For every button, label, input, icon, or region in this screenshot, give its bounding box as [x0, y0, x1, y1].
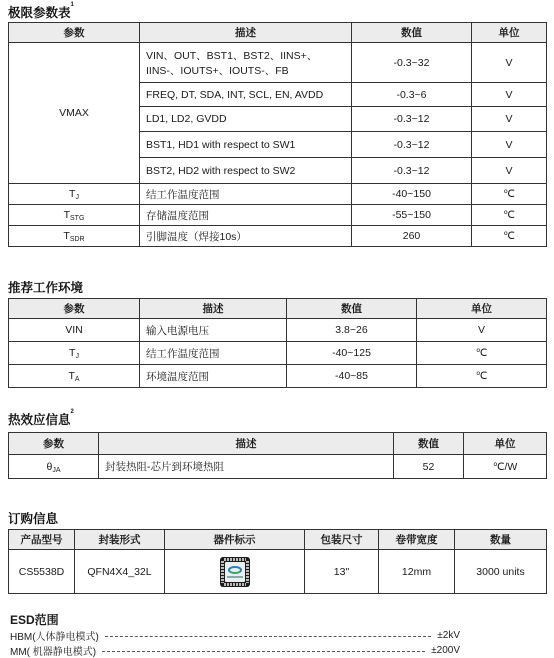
row-param: TJ: [9, 342, 140, 365]
ordering-table: [8, 529, 547, 594]
row-unit: V: [472, 83, 547, 107]
row-value: -0.3~6: [352, 83, 472, 107]
header-value: 数值: [287, 299, 417, 319]
recommended-table: [8, 298, 547, 388]
row-desc: 结工作温度范围: [140, 184, 352, 205]
row-value: -55~150: [352, 205, 472, 226]
thermal-title: 热效应信息$^2$: [8, 409, 74, 427]
row-desc: 存储温度范围: [140, 205, 352, 226]
row-unit: ℃: [472, 226, 547, 247]
esd-title: ESD范围: [10, 613, 59, 627]
recommended-title: 推荐工作环境: [8, 281, 84, 295]
header-marking: 器件标示: [165, 530, 305, 550]
row-param: VIN: [9, 319, 140, 342]
row-desc: 输入电源电压: [140, 319, 287, 342]
vmax-label: VMAX: [9, 43, 140, 184]
row-desc: FREQ, DT, SDA, INT, SCL, EN, AVDD: [140, 83, 352, 107]
header-param: 参数: [9, 23, 140, 43]
row-value: -40~125: [287, 342, 417, 365]
esd-mm-label: MM( 机器静电模式): [10, 647, 97, 658]
table-row: [9, 550, 547, 594]
header-qty: 数量: [455, 530, 547, 550]
dotted-leader: [102, 651, 425, 652]
row-desc: LD1, LD2, GVDD: [140, 107, 352, 132]
esd-mm-value: ±200V: [431, 645, 460, 656]
row-unit: V: [417, 319, 547, 342]
ordering-title: 订购信息: [8, 512, 59, 526]
header-desc: 描述: [140, 299, 287, 319]
row-unit: ℃: [472, 184, 547, 205]
row-tape: 12mm: [379, 550, 455, 594]
row-value: -40~85: [287, 365, 417, 388]
row-param: TA: [9, 365, 140, 388]
thermal-table: [8, 432, 547, 479]
table-row: [9, 342, 547, 365]
row-unit: V: [472, 107, 547, 132]
header-param: 参数: [9, 299, 140, 319]
dotted-leader: [105, 636, 431, 637]
row-value: 260: [352, 226, 472, 247]
row-desc: BST1, HD1 with respect to SW1: [140, 132, 352, 158]
row-unit: ℃: [417, 342, 547, 365]
table-row: [9, 365, 547, 388]
abs-max-table: [8, 22, 547, 247]
header-unit: 单位: [417, 299, 547, 319]
header-reel: 包装尺寸: [305, 530, 379, 550]
row-value: 52: [394, 455, 464, 479]
header-model: 产品型号: [9, 530, 75, 550]
table-row: [9, 43, 547, 83]
row-reel: 13": [305, 550, 379, 594]
row-value: 3.8~26: [287, 319, 417, 342]
row-desc: 环境温度范围: [140, 365, 287, 388]
row-value: -0.3~12: [352, 158, 472, 184]
row-package: QFN4X4_32L: [75, 550, 165, 594]
chip-marking-icon: [220, 557, 250, 587]
row-marking: [165, 550, 305, 594]
header-package: 封装形式: [75, 530, 165, 550]
esd-mm-row: [10, 643, 460, 658]
esd-hbm-label: HBM(人体静电模式): [10, 632, 99, 643]
table-row: [9, 455, 547, 479]
row-qty: 3000 units: [455, 550, 547, 594]
row-unit: ℃/W: [464, 455, 547, 479]
row-param: θJA: [9, 455, 99, 479]
row-desc: 引脚温度（焊接10s）: [140, 226, 352, 247]
row-unit: V: [472, 158, 547, 184]
row-value: -40~150: [352, 184, 472, 205]
table-row: [9, 184, 547, 205]
header-value: 数值: [394, 433, 464, 455]
row-param: TJ: [9, 184, 140, 205]
abs-max-title: 极限参数表$^1$: [8, 2, 74, 20]
row-desc: 结工作温度范围: [140, 342, 287, 365]
table-row: [9, 226, 547, 247]
row-param: TSTG: [9, 205, 140, 226]
header-desc: 描述: [99, 433, 394, 455]
row-desc: VIN、OUT、BST1、BST2、IINS+、IINS-、IOUTS+、IOUTS-、FB: [140, 43, 352, 83]
row-desc: 封装热阻-芯片到环境热阻: [99, 455, 394, 479]
header-param: 参数: [9, 433, 99, 455]
table-row: [9, 319, 547, 342]
header-unit: 单位: [464, 433, 547, 455]
header-unit: 单位: [472, 23, 547, 43]
row-param: TSDR: [9, 226, 140, 247]
row-unit: V: [472, 132, 547, 158]
header-desc: 描述: [140, 23, 352, 43]
row-value: -0.3~12: [352, 132, 472, 158]
row-unit: V: [472, 43, 547, 83]
row-value: -0.3~12: [352, 107, 472, 132]
esd-hbm-value: ±2kV: [437, 630, 460, 641]
row-unit: ℃: [472, 205, 547, 226]
row-value: -0.3~32: [352, 43, 472, 83]
row-desc: BST2, HD2 with respect to SW2: [140, 158, 352, 184]
table-row: [9, 205, 547, 226]
esd-hbm-row: [10, 628, 460, 643]
row-model: CS5538D: [9, 550, 75, 594]
header-value: 数值: [352, 23, 472, 43]
header-tape: 卷带宽度: [379, 530, 455, 550]
row-unit: ℃: [417, 365, 547, 388]
